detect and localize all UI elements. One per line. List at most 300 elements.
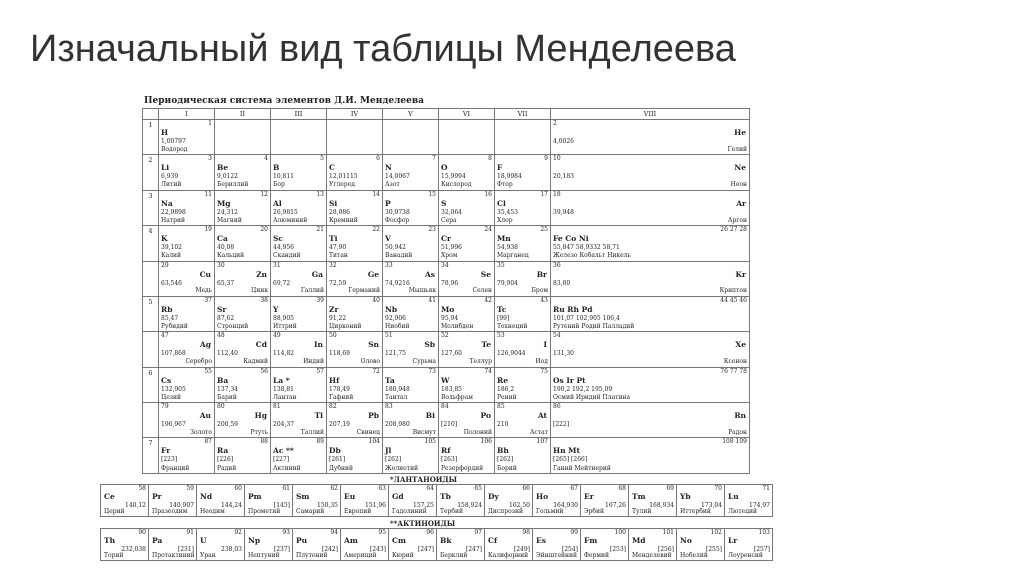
atomic-mass: 95,94 xyxy=(441,314,459,322)
atomic-mass: 44,956 xyxy=(273,244,294,252)
element xyxy=(383,262,438,296)
atomic-mass: [265] [266] xyxy=(553,456,588,464)
atomic-mass: 131,30 xyxy=(553,350,574,358)
element-cell xyxy=(327,155,383,190)
atomic-number: 102 xyxy=(710,529,722,536)
atomic-mass: 118,69 xyxy=(329,350,350,358)
element xyxy=(215,368,270,402)
atomic-number: 92 xyxy=(234,529,242,536)
element-name: Литий xyxy=(161,181,182,189)
element-name: Вольфрам xyxy=(441,393,473,401)
atomic-number: 72 xyxy=(372,367,380,375)
element-name: Сера xyxy=(441,216,457,224)
period-number: 6 xyxy=(143,367,159,402)
element xyxy=(437,485,484,516)
element-symbol: N xyxy=(385,163,392,173)
element xyxy=(159,297,214,331)
element-name: Жолиотий xyxy=(385,464,419,472)
atomic-mass: 54,938 xyxy=(497,244,518,252)
atomic-number: 101 xyxy=(662,529,674,536)
atomic-number: 6 xyxy=(376,155,380,163)
period-number: 5 xyxy=(143,296,159,331)
element-name: Тантал xyxy=(385,393,408,401)
atomic-number: 9 xyxy=(544,155,548,163)
element xyxy=(495,226,550,260)
atomic-number: 7 xyxy=(432,155,436,163)
element xyxy=(215,226,270,260)
element-symbol: Tb xyxy=(440,492,451,501)
element-cell xyxy=(439,261,495,296)
element-name: Менделевий xyxy=(632,551,672,559)
element-cell xyxy=(551,403,750,438)
element-cell xyxy=(245,529,293,561)
element xyxy=(327,155,382,189)
element-cell xyxy=(159,190,215,225)
element-cell xyxy=(271,367,327,402)
element-cell xyxy=(293,529,341,561)
element xyxy=(485,529,532,560)
element-cell xyxy=(389,485,437,517)
atomic-number: 82 xyxy=(329,403,337,411)
element-cell xyxy=(215,332,271,367)
element-name: Америций xyxy=(344,551,377,559)
element-symbol: Al xyxy=(273,198,282,208)
atomic-mass: 173,04 xyxy=(701,502,722,509)
element-name: Самарий xyxy=(296,507,325,515)
element-symbol: Li xyxy=(161,163,170,173)
element-symbol: No xyxy=(680,536,692,545)
element xyxy=(215,262,270,296)
element xyxy=(215,191,270,225)
element-symbol: Cf xyxy=(488,536,498,545)
element-name: Неон xyxy=(730,181,747,189)
element-symbol: Na xyxy=(161,198,173,208)
element xyxy=(581,485,628,516)
element-cell xyxy=(215,261,271,296)
atomic-number: 96 xyxy=(426,529,434,536)
element-name: Эрбий xyxy=(584,507,605,515)
atomic-number: 98 xyxy=(522,529,530,536)
element-name: Резерфордий xyxy=(441,464,484,472)
element xyxy=(495,297,550,331)
atomic-mass: 47,90 xyxy=(329,244,347,252)
atomic-number: 47 xyxy=(161,332,169,340)
element-name: Цинк xyxy=(251,287,268,295)
element-name: Радий xyxy=(217,464,237,472)
atomic-mass: 1,00797 xyxy=(161,138,186,146)
element-symbol: He xyxy=(734,128,746,138)
element xyxy=(159,120,214,154)
element-name: Титан xyxy=(329,252,348,260)
element-symbol: Os Ir Pt xyxy=(553,375,586,385)
atomic-number: 37 xyxy=(204,296,212,304)
element-symbol: Cl xyxy=(497,198,506,208)
group-header: VII xyxy=(495,109,551,120)
atomic-number: 52 xyxy=(441,332,449,340)
element-name: Железо Кобальт Никель xyxy=(553,252,631,260)
element xyxy=(551,262,749,296)
element-name: Водород xyxy=(161,145,188,153)
period-number: 2 xyxy=(143,155,159,190)
atomic-mass: 168,934 xyxy=(649,502,674,509)
element-name: Хром xyxy=(441,252,458,260)
element-symbol: As xyxy=(424,269,435,279)
element-cell xyxy=(439,296,495,331)
atomic-number: 55 xyxy=(204,367,212,375)
element-cell xyxy=(725,529,773,561)
element xyxy=(439,368,494,402)
atomic-mass: 144,24 xyxy=(221,502,242,509)
element-cell xyxy=(439,367,495,402)
atomic-mass: 35,453 xyxy=(497,208,518,216)
element-symbol: Am xyxy=(344,536,358,545)
atomic-number: 19 xyxy=(204,226,212,234)
element-symbol: Gd xyxy=(392,492,404,501)
element-name: Хлор xyxy=(497,216,513,224)
atomic-number: 103 xyxy=(758,529,770,536)
element-cell xyxy=(439,332,495,367)
element-cell xyxy=(197,529,245,561)
element xyxy=(495,155,550,189)
element-name: Теллур xyxy=(469,358,492,366)
element xyxy=(581,529,628,560)
atomic-number: 108 109 xyxy=(722,438,747,446)
period-number xyxy=(143,403,159,438)
atomic-number: 41 xyxy=(428,296,436,304)
atomic-mass: [255] xyxy=(705,546,722,553)
atomic-number: 18 xyxy=(553,190,561,198)
element-symbol: Pb xyxy=(368,411,379,421)
atomic-number: 56 xyxy=(260,367,268,375)
atomic-mass: 126,9044 xyxy=(497,350,526,358)
element-cell xyxy=(271,332,327,367)
atomic-mass: 39,102 xyxy=(161,244,182,252)
element-cell xyxy=(495,403,551,438)
element-symbol: Ac ** xyxy=(273,446,294,456)
element-symbol: Ge xyxy=(367,269,379,279)
atomic-number: 49 xyxy=(273,332,281,340)
element-name: Кислород xyxy=(441,181,472,189)
element-symbol: Cm xyxy=(392,536,406,545)
element-name: Галлий xyxy=(300,287,324,295)
element-cell xyxy=(485,485,533,517)
element-cell xyxy=(149,485,197,517)
element-cell xyxy=(533,485,581,517)
element-symbol: Th xyxy=(104,536,116,545)
element-cell xyxy=(101,529,149,561)
element-cell xyxy=(341,529,389,561)
element-cell xyxy=(215,403,271,438)
element-name: Кремний xyxy=(329,216,358,224)
element-cell xyxy=(159,367,215,402)
element-symbol: Rf xyxy=(441,446,451,456)
element-symbol: Jl xyxy=(385,446,392,456)
empty-cell xyxy=(271,120,327,155)
element-name: Нобелий xyxy=(680,551,708,559)
element-name: Олово xyxy=(360,358,380,366)
element xyxy=(271,332,326,366)
atomic-mass: 107,868 xyxy=(161,350,186,358)
atomic-mass: 208,980 xyxy=(385,421,410,429)
element-symbol: Rn xyxy=(734,411,746,421)
element xyxy=(383,191,438,225)
element-cell xyxy=(677,485,725,517)
element xyxy=(725,529,772,560)
element xyxy=(341,485,388,516)
atomic-mass: [210] xyxy=(441,421,458,429)
atomic-number: 61 xyxy=(282,485,290,492)
element-cell xyxy=(629,529,677,561)
empty-cell xyxy=(383,120,439,155)
element-cell xyxy=(101,485,149,517)
element-cell xyxy=(551,226,750,261)
element xyxy=(383,226,438,260)
element-name: Ганий Мейтнерий xyxy=(553,464,611,472)
element-cell xyxy=(159,261,215,296)
element-symbol: F xyxy=(497,163,503,173)
element-symbol: Nd xyxy=(200,492,213,501)
element-symbol: Sc xyxy=(273,234,283,244)
element-cell xyxy=(293,485,341,517)
atomic-number: 33 xyxy=(385,261,393,269)
element xyxy=(215,438,270,473)
element-name: Диспрозий xyxy=(488,507,523,515)
atomic-mass: 200,59 xyxy=(217,421,238,429)
element xyxy=(271,368,326,402)
atomic-number: 79 xyxy=(161,403,169,411)
element-cell xyxy=(215,155,271,190)
element-name: Криптон xyxy=(719,287,747,295)
element-name: Селен xyxy=(472,287,492,295)
atomic-mass: 4,0026 xyxy=(553,138,574,146)
atomic-number: 100 xyxy=(614,529,626,536)
element-symbol: U xyxy=(200,536,207,545)
atomic-number: 87 xyxy=(204,438,212,446)
element xyxy=(677,529,724,560)
element-symbol: La * xyxy=(273,375,290,385)
atomic-number: 30 xyxy=(217,261,225,269)
element-cell xyxy=(271,296,327,331)
element-symbol: Au xyxy=(199,411,211,421)
atomic-mass: 157,25 xyxy=(413,502,434,509)
element-cell xyxy=(383,226,439,261)
atomic-mass: 101,07 102,905 106,4 xyxy=(553,314,620,322)
element-symbol: At xyxy=(537,411,547,421)
element xyxy=(383,297,438,331)
element-name: Свинец xyxy=(356,428,380,436)
period-number: 4 xyxy=(143,226,159,261)
element xyxy=(327,297,382,331)
element-cell xyxy=(439,226,495,261)
element-name: Барий xyxy=(217,393,237,401)
atomic-mass: 69,72 xyxy=(273,279,291,287)
atomic-mass: [253] xyxy=(609,546,626,553)
element-name: Германий xyxy=(348,287,380,295)
atomic-mass: 162,50 xyxy=(509,502,530,509)
element-cell xyxy=(327,332,383,367)
element-name: Лоуренсий xyxy=(728,551,763,559)
element-symbol: Zr xyxy=(329,304,339,314)
element-symbol: Bi xyxy=(425,411,435,421)
atomic-mass: 127,60 xyxy=(441,350,462,358)
element xyxy=(533,529,580,560)
element-cell xyxy=(495,296,551,331)
atomic-number: 75 xyxy=(540,367,548,375)
atomic-number: 31 xyxy=(273,261,281,269)
element-name: Астат xyxy=(529,428,548,436)
element-symbol: Se xyxy=(480,269,491,279)
period-number xyxy=(143,261,159,296)
element-symbol: Ca xyxy=(217,234,228,244)
element xyxy=(341,529,388,560)
slide-title: Изначальный вид таблицы Менделеева xyxy=(30,28,736,70)
element-symbol: Hf xyxy=(329,375,340,385)
atomic-number: 106 xyxy=(480,438,492,446)
element-cell xyxy=(495,332,551,367)
element-symbol: Ne xyxy=(734,163,746,173)
element-symbol: Nb xyxy=(385,304,398,314)
atomic-mass: 32,064 xyxy=(441,208,462,216)
element-symbol: Y xyxy=(273,304,279,314)
element-cell xyxy=(383,155,439,190)
element xyxy=(271,155,326,189)
element xyxy=(197,529,244,560)
period-row xyxy=(143,120,750,155)
atomic-mass: [247] xyxy=(417,546,434,553)
atomic-mass: 140,907 xyxy=(169,502,194,509)
element xyxy=(327,438,382,473)
element xyxy=(629,529,676,560)
element-name: Тербий xyxy=(440,507,464,515)
period-row xyxy=(143,367,750,402)
atomic-mass: 40,08 xyxy=(217,244,235,252)
element-name: Дубний xyxy=(329,464,354,472)
atomic-number: 63 xyxy=(378,485,386,492)
element xyxy=(551,368,749,402)
element xyxy=(551,155,749,189)
element xyxy=(439,226,494,260)
element-symbol: Re xyxy=(497,375,509,385)
element-name: Ниобий xyxy=(385,322,410,330)
element xyxy=(437,529,484,560)
element-cell xyxy=(271,261,327,296)
element-name: Церий xyxy=(104,507,125,515)
atomic-number: 50 xyxy=(329,332,337,340)
atomic-number: 12 xyxy=(260,190,268,198)
atomic-number: 58 xyxy=(138,485,146,492)
element-name: Скандий xyxy=(273,252,301,260)
atomic-mass: 10,811 xyxy=(273,173,294,181)
atomic-number: 64 xyxy=(426,485,434,492)
atomic-mass: 85,47 xyxy=(161,314,179,322)
atomic-mass: 137,34 xyxy=(217,385,238,393)
element-cell xyxy=(551,296,750,331)
element-cell xyxy=(149,529,197,561)
element xyxy=(383,155,438,189)
group-header: I xyxy=(159,109,215,120)
element-cell xyxy=(215,296,271,331)
element-name: Европий xyxy=(344,507,372,515)
atomic-number: 65 xyxy=(474,485,482,492)
element-cell xyxy=(197,485,245,517)
element-symbol: Bh xyxy=(497,446,509,456)
element-cell xyxy=(383,190,439,225)
atomic-mass: 151,96 xyxy=(365,502,386,509)
element-name: Рубидий xyxy=(161,322,188,330)
atomic-mass: 150,35 xyxy=(317,502,338,509)
actinides-title: **АКТИНОИДЫ xyxy=(390,519,456,528)
element-symbol: Xe xyxy=(735,340,746,350)
element xyxy=(271,438,326,473)
atomic-number: 69 xyxy=(666,485,674,492)
atomic-mass: 18,9984 xyxy=(497,173,522,181)
period-row xyxy=(143,155,750,190)
element-name: Технеций xyxy=(497,322,528,330)
atomic-number: 44 45 46 xyxy=(720,296,747,304)
atomic-number: 81 xyxy=(273,403,281,411)
element-cell xyxy=(215,367,271,402)
atomic-number: 71 xyxy=(762,485,770,492)
element-cell xyxy=(159,296,215,331)
element-symbol: V xyxy=(385,234,391,244)
element-symbol: Ta xyxy=(385,375,395,385)
atomic-mass: 9,0122 xyxy=(217,173,238,181)
atomic-mass: 65,37 xyxy=(217,279,235,287)
element-name: Бор xyxy=(273,181,285,189)
atomic-mass: 39,948 xyxy=(553,208,574,216)
atomic-mass: [226] xyxy=(217,456,234,464)
atomic-mass: [243] xyxy=(369,546,386,553)
atomic-mass: [231] xyxy=(177,546,194,553)
element xyxy=(215,155,270,189)
element xyxy=(383,332,438,366)
element-cell xyxy=(327,438,383,474)
element-symbol: K xyxy=(161,234,168,244)
element-symbol: Kr xyxy=(735,269,746,279)
atomic-mass: 232,038 xyxy=(121,546,146,553)
element-symbol: Br xyxy=(536,269,547,279)
element-symbol: Md xyxy=(632,536,646,545)
element-symbol: Cs xyxy=(161,375,172,385)
element xyxy=(629,485,676,516)
element xyxy=(495,262,550,296)
element-symbol: Lu xyxy=(728,492,739,501)
element xyxy=(149,485,196,516)
atomic-number: 13 xyxy=(316,190,324,198)
element xyxy=(215,403,270,437)
element xyxy=(495,368,550,402)
element-symbol: Ga xyxy=(311,269,323,279)
atomic-mass: 180,948 xyxy=(385,385,410,393)
atomic-mass: 91,22 xyxy=(329,314,347,322)
element xyxy=(327,403,382,437)
element-symbol: Po xyxy=(480,411,491,421)
element-symbol: Ar xyxy=(736,198,746,208)
element-symbol: Fm xyxy=(584,536,598,545)
element-cell xyxy=(383,296,439,331)
element xyxy=(215,297,270,331)
element-cell xyxy=(551,367,750,402)
element-cell xyxy=(495,261,551,296)
element-cell xyxy=(341,485,389,517)
atomic-mass: 26,9815 xyxy=(273,208,298,216)
element-symbol: Mg xyxy=(217,198,231,208)
element xyxy=(271,297,326,331)
element-cell xyxy=(245,485,293,517)
element xyxy=(159,155,214,189)
atomic-mass: [242] xyxy=(321,546,338,553)
element-cell xyxy=(327,190,383,225)
